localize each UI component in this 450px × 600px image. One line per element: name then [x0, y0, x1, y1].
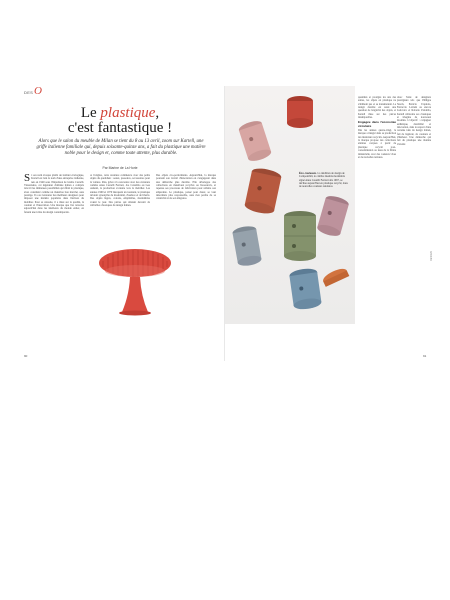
right-column-b — [397, 96, 431, 346]
lamp-photo — [75, 241, 195, 321]
drop-cap: S — [24, 174, 31, 184]
headline — [15, 106, 225, 136]
unit-terracotta — [244, 166, 282, 215]
side-credit: DESIGN — [430, 251, 433, 261]
unit-pink-left — [238, 119, 273, 164]
column-2-text: À l'origine, cette aventure commence avec des petits objets du quotidien : seaux, passoires, accessoires pour la voiture. Puis, grâce à la rencontre avec des créateurs comme Anna Castelli Ferrieri, Joe Colombo ou Gae Aulenti, la production s'oriente vers le mobilier. Les années 1960 et 1970 marquent un tournant, le plastique devient synonyme de modernité, d'audace et de liberté. Des objets légers, colorés, empilables, modulables voient le jour. Des pièces qui allaient devenir de véritables classiques du design italien. — [90, 174, 150, 208]
headline-part1: Le — [80, 105, 101, 121]
headline-accent: plastique — [100, 105, 156, 121]
article-column-2 — [90, 174, 150, 240]
right-col-a-text: quantités et protégés les uns des autres, les objets en plastique ne s'abîment pas et se transmettent. Le design durable est aussi une question de longévité des objets, et Kartell mise sur des pièces intemporelles. — [358, 96, 396, 120]
subhead: Engagée dans l'économie circulaire — [358, 120, 396, 128]
right-page — [225, 86, 434, 361]
column-1-text: i son nom évoque plutôt un fermier écologique, Kartell est loin le nom d'une entreprise italienne, née en 1949 sous l'impulsion de Giulio Castelli. Visionnaire, cet ingénieur chimiste italien a compris très tôt les immenses possibilités qu'offrait le plastique, alors considéré comme un matériau bon marché, sans prestige. Il a su s'entourer des meilleurs designers pour imposer une matière populaire dans l'univers du mobilier. Pour sa réussite, il a misé sur la qualité, la couleur et l'innovation. Une marque que l'on retrouve aujourd'hui dans les intérieurs du monde entier, en faisant une icône du design contemporain. — [24, 174, 84, 214]
unit-green-stack — [284, 211, 316, 261]
headline-line2: c'est fantastique ! — [67, 120, 173, 136]
left-folio: 90 — [24, 354, 28, 358]
section-letter: O — [34, 85, 42, 97]
componibili-photo — [225, 86, 355, 324]
caption-title: Éco-rouleaux. — [299, 172, 317, 175]
unit-orange-lid — [321, 266, 349, 287]
byline: Par Marine de La Horie — [102, 166, 138, 170]
article-column-3 — [156, 174, 216, 240]
headline-part2: , — [155, 105, 160, 121]
column-3-text: Des objets éco-performants. Aujourd'hui, la marque poursuit son travail d'innovation en s'engageant dans une démarche plus durable. Elle développe des collections en matériaux recyclés ou biosourcés, et repense ses processus de fabrication pour réduire son empreinte. Le plastique, pensé pour durer, se veut désormais plus responsable, sans rien perdre de sa créativité ni de son élégance. — [156, 174, 216, 201]
standfirst: Alors que le salon du meuble de Milan se tient du 8 au 13 avril, zoom sur Kartell, une griffe italienne familiale qui, depuis soixante-quinze ans, a fait du plastique une matière noble pour le design et, comme toute attente, plus durable. — [36, 139, 206, 156]
right-col-b-text: Avec l'aide de designers prestigieux tels que Philippe Starck, Patricia Urquiola, Ferruccio Laviani ou encore Ludovica et Roberto Palomba, Kartell réinvente ses classiques et imagine de nouveaux modèles. L'objectif : conjuguer esthétique, durabilité et innovation, dans le respect d'une certaine idée du design italien, fait de légèreté, de couleurs et d'humour. Une démarche qui fait du plastique une matière d'avenir. — [397, 96, 431, 146]
right-folio: 91 — [423, 354, 427, 358]
unit-mauve — [316, 194, 350, 238]
unit-red-top — [287, 96, 313, 128]
floating-storage-units — [225, 86, 355, 324]
lamp-base — [122, 277, 148, 312]
caption-text: La réédition de design de Componibili, le célèbre meuble modulable signé Anna Castelli Ferrieri dès 1967, se décline aujourd'hui en plastique recyclé, dans de nouvelles couleurs tendance. — [299, 172, 348, 189]
unit-blue-bottom — [289, 267, 322, 311]
magazine-spread — [15, 86, 434, 361]
right-col-a2-text: Dès les années quatre-vingt, la marque a intégré dans sa production des matériaux recyclés. Aujourd'hui, la marque propose des collections entières conçues à partir de plastique recyclé post-consommation ou issus de la filière industrielle, avec des couleurs vives et de nouvelles textures. — [358, 129, 396, 159]
section-tag: DES — [24, 90, 34, 95]
lamp-shade — [99, 249, 171, 277]
right-column-a — [358, 96, 396, 346]
photo-caption — [299, 172, 349, 188]
left-page — [15, 86, 225, 361]
unit-grey-blue — [232, 225, 262, 268]
